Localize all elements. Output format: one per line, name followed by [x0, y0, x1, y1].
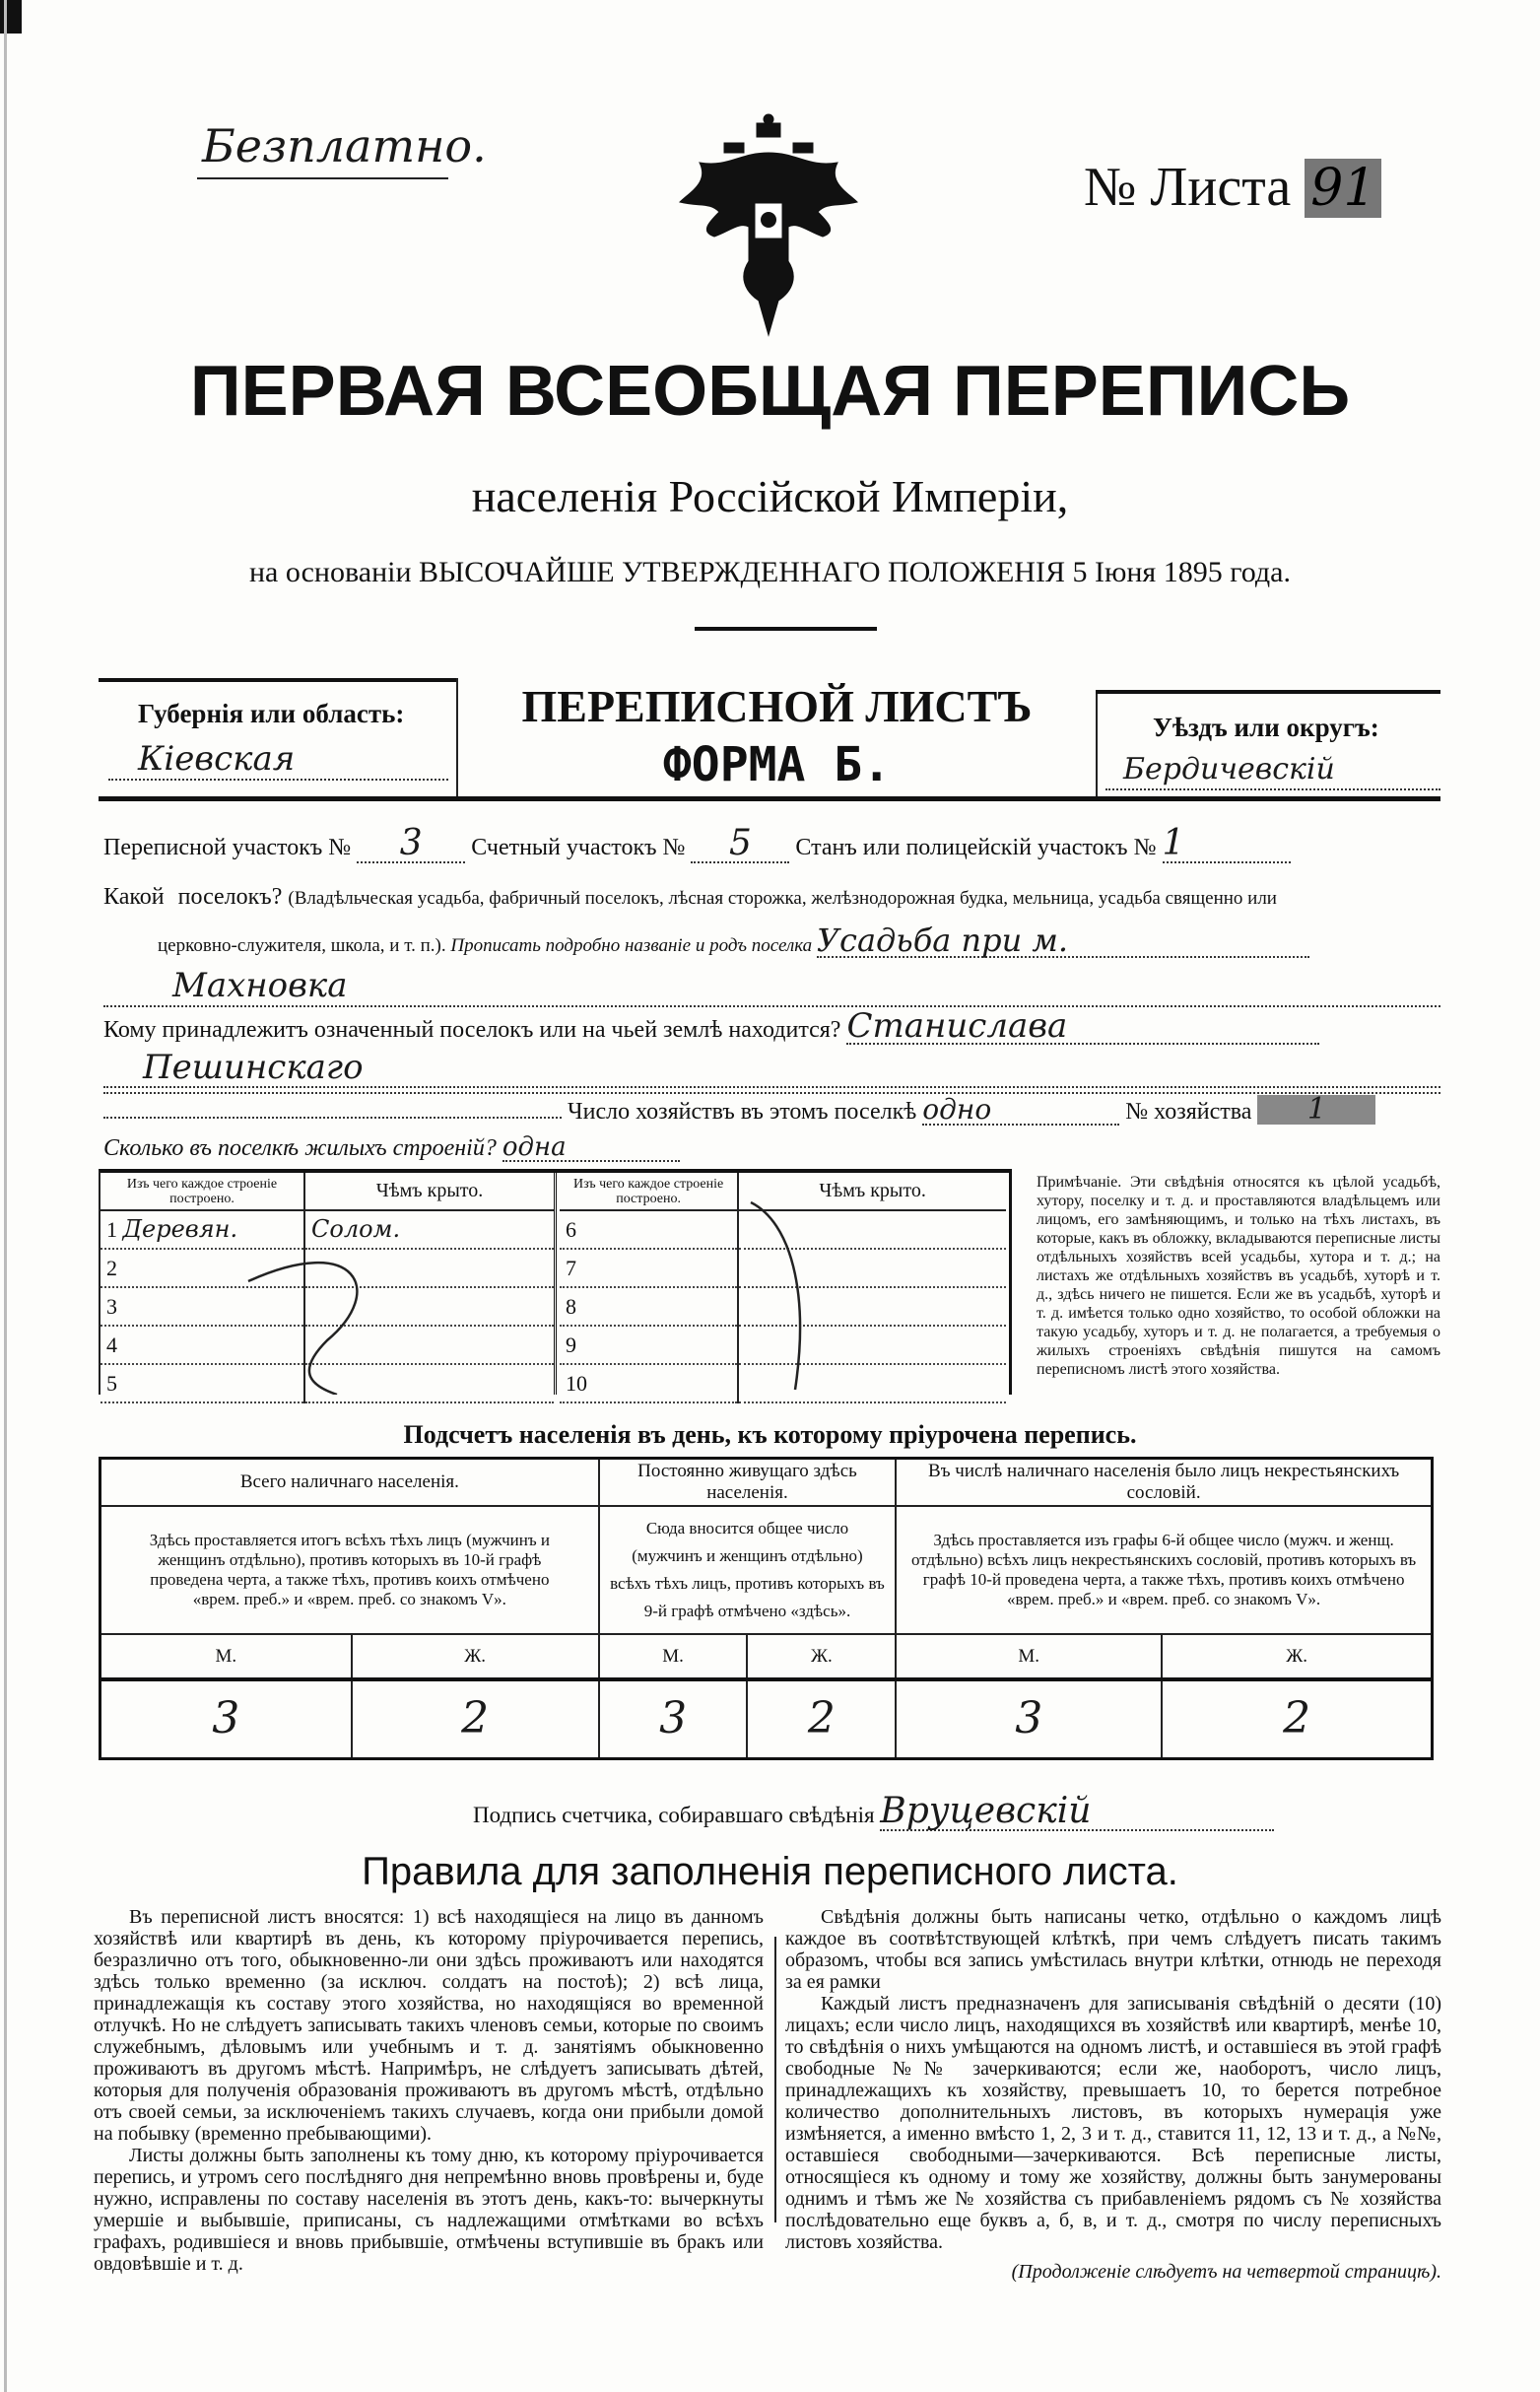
population-title: Подсчетъ населенія въ день, къ которому пріурочена перепись.: [403, 1420, 1137, 1449]
dwellings-row: [103, 1131, 680, 1165]
settlement-row: [103, 879, 1441, 917]
police-section-label: Станъ или полицейскій участокъ №: [795, 835, 1157, 860]
households-leader: [103, 1117, 562, 1119]
building-roof[interactable]: Солом.: [311, 1214, 401, 1243]
district-field[interactable]: [1105, 751, 1440, 790]
census-section-label: Переписной участокъ №: [103, 835, 352, 860]
sheet-title: ПЕРЕПИСНОЙ ЛИСТЪ: [521, 681, 1033, 731]
count-section-value[interactable]: 5: [691, 826, 789, 863]
permanent-female[interactable]: 2: [747, 1679, 896, 1758]
row-number: 5: [106, 1370, 117, 1396]
divider: [695, 627, 877, 631]
owner-row: [103, 1006, 1319, 1049]
population-col-desc: Здѣсь проставляется изъ графы 6-й общее число (мужч. и женщ. отдѣльно) всѣхъ лицъ некрестьянскихъ сословій, противъ которыхъ въ графѣ 10-й проведена черта, а также тѣхъ, противъ коихъ отмѣчено «врем. преб.» и «врем. преб. со знакомъ V».: [896, 1506, 1432, 1634]
owner-label: Кому принадлежитъ означенный поселокъ или на чьей землѣ находится?: [103, 1017, 841, 1043]
owner-value-2: Пешинскаго: [143, 1048, 364, 1087]
count-section-label: Счетный участокъ №: [471, 835, 686, 860]
col-material-header: Изъ чего каждое строеніе построено.: [100, 1173, 304, 1210]
rules-paragraph: Свѣдѣнія должны быть написаны четко, отдѣльно о каждомъ лицѣ каждое въ соотвѣтствующей клѣткѣ, при чемъ слѣдуетъ писать такимъ образомъ, чтобы вся запись умѣстилась внутри клѣтки, отнюдь не переходя за ея рамки: [785, 1906, 1441, 1993]
buildings-table: [99, 1169, 1012, 1395]
population-col-head: Всего наличнаго населенія.: [100, 1459, 599, 1507]
row-number: 4: [106, 1332, 117, 1357]
settlement-label: Какой поселокъ?: [103, 884, 283, 910]
page-left-edge: [4, 0, 7, 2392]
sheet-number: [1084, 156, 1381, 219]
district-label: Уѣздъ или округъ:: [1153, 713, 1379, 742]
col-roof-header: Чѣмъ крыто.: [304, 1173, 554, 1210]
head-bottom-rule: [99, 796, 1440, 801]
rules-left-column: [94, 1906, 764, 2275]
rules-paragraph: Въ переписной листъ вносятся: 1) всѣ находящіеся на лицо въ данномъ хозяйствѣ или квартирѣ въ день, къ которому пріурочивается перепись, безразлично отъ того, обыкновенно-ли они здѣсь проживаютъ или находятся здѣсь только временно (за исключ. солдатъ на постоѣ); 2) всѣ лица, принадлежащія къ составу этого хозяйства, но находящіяся во временной отлучкѣ. Но не слѣдуетъ записывать такихъ членовъ семьи, которые по своимъ служебнымъ, дѣловымъ или учебнымъ и т. д. занятіямъ обыкновенно проживаютъ въ другомъ мѣстѣ. Напримѣръ, не слѣдуетъ записывать дѣтей, которыя для полученія образованія проживаютъ въ другомъ мѣстѣ, отдѣльно отъ своей семьи, за исключеніемъ такихъ случаевъ, когда они прибыли домой на побывку (временно пребывающими).: [94, 1906, 764, 2145]
row-number: 6: [560, 1210, 738, 1249]
household-no-value[interactable]: 1: [1257, 1095, 1375, 1125]
police-section-value[interactable]: 1: [1163, 826, 1291, 863]
female-header: Ж.: [352, 1634, 599, 1679]
census-section-row: [103, 823, 1291, 868]
signature-row: [473, 1791, 1274, 1837]
total-present-male[interactable]: 3: [100, 1679, 352, 1758]
population-col-desc: Сюда вносится общее число (мужчинъ и женщинъ отдѣльно) всѣхъ тѣхъ лицъ, противъ которыхъ въ 9-й графѣ отмѣчено «здѣсь».: [599, 1506, 896, 1634]
province-value: Кіевская: [138, 739, 296, 779]
male-header: М.: [599, 1634, 748, 1679]
page-title: ПЕРВАЯ ВСЕОБЩАЯ ПЕРЕПИСЬ: [189, 352, 1351, 431]
female-header: Ж.: [1162, 1634, 1432, 1679]
male-header: М.: [896, 1634, 1162, 1679]
total-present-female[interactable]: 2: [352, 1679, 599, 1758]
settlement-value-2: Махновка: [172, 966, 348, 1005]
building-material[interactable]: Деревян.: [122, 1214, 238, 1243]
row-number: 10: [560, 1364, 738, 1402]
permanent-male[interactable]: 3: [599, 1679, 748, 1758]
settlement-row-2: [158, 924, 1309, 965]
households-row: [103, 1094, 1375, 1129]
rules-column-divider: [774, 1937, 776, 2222]
owner-field-2[interactable]: [103, 1049, 1440, 1088]
province-field[interactable]: [108, 739, 448, 781]
rules-paragraph: Каждый листъ предназначенъ для записыванія свѣдѣній о десяти (10) лицахъ; если число лицъ, находящихся въ хозяйствѣ или квартирѣ, менѣе 10, то свѣдѣнія о нихъ умѣщаются на одномъ листѣ, и оставшіеся въ этой графѣ свободные №№ зачеркиваются; если же, наоборотъ, число лицъ, принадлежащихъ къ хозяйству, превышаетъ 10, то берется потребное количество дополнительныхъ листовъ, въ которыхъ нумерація уже измѣняется, а именно вмѣсто 1, 2, 3 и т. д., ставится 11, 12, 13 и т. д., а №№, оставшіеся свободными—зачеркиваются. Всѣ переписные листы, относящіеся къ одному и тому же хозяйству, должны быть занумерованы однимъ и тѣмъ же № хозяйства съ прибавленіемъ рядомъ съ № хозяйства послѣдовательно еще буквъ а, б, в, и т. д., смотря по числу переписныхъ листовъ хозяйства.: [785, 1993, 1441, 2253]
legal-basis: на основаніи ВЫСОЧАЙШЕ УТВЕРЖДЕННАГО ПОЛОЖЕНІЯ 5 Іюня 1895 года.: [249, 556, 1291, 588]
rules-paragraph: Листы должны быть заполнены къ тому дню, къ которому пріурочивается перепись, и утромъ сего послѣдняго дня непремѣнно вновь провѣрены и, буде нужно, исправлены по составу населенія въ этотъ день, какъ-то: вычеркнуты умершіе и выбывшіе, приписаны, съ надлежащими отмѣтками во всѣхъ графахъ, родившіеся и вновь прибывшіе, отмѣчены вступившіе въ бракъ или овдовѣвшіе и т. д.: [94, 2145, 764, 2275]
non-peasant-female[interactable]: 2: [1162, 1679, 1432, 1758]
household-no-label: № хозяйства: [1125, 1099, 1252, 1125]
sheet-number-value: 91: [1305, 159, 1381, 218]
province-label: Губернія или область:: [138, 699, 405, 728]
page-subtitle: населенія Россійской Имперіи,: [471, 471, 1069, 521]
head-divider-right: [1096, 690, 1098, 796]
district-value: Бердичевскій: [1123, 752, 1335, 786]
settlement-instruction: Прописать подробно названіе и родъ поселка: [450, 935, 813, 956]
dwellings-value[interactable]: одна: [502, 1134, 680, 1162]
row-number: 7: [560, 1249, 738, 1287]
settlement-field-2[interactable]: [103, 966, 1440, 1007]
imperial-eagle-emblem: [670, 113, 867, 340]
row-number: 8: [560, 1287, 738, 1326]
population-col-head: Въ числѣ наличнаго населенія было лицъ некрестьянскихъ сословій.: [896, 1459, 1432, 1507]
col-roof-header: Чѣмъ крыто.: [738, 1173, 1006, 1210]
rules-right-column: [785, 1906, 1441, 2283]
households-value[interactable]: одно: [922, 1096, 1119, 1126]
row-number: 3: [106, 1293, 117, 1319]
owner-value-1[interactable]: Станислава: [846, 1009, 1319, 1045]
head-top-rule-right: [1096, 690, 1440, 694]
note-text: Примѣчаніе. Эти свѣдѣнія относятся къ цѣлой усадьбѣ, хутору, поселку и т. д. и проставляются владѣльцемъ или лицомъ, его замѣняющимъ, и только на тѣхъ листахъ, въ которые, какъ въ обложку, вкладываются переписные листы отдѣльныхъ хозяйствъ всей усадьбы, хутора и т. д.; на листахъ же отдѣльныхъ хозяйствъ въ усадьбѣ, хуторѣ и т. д., здѣсь ничего не пишется. Если же въ усадьбѣ, хуторѣ и т. д. имѣется только одно хозяйство, то особой обложки на такую усадьбу, хуторъ и т. д. не полагается, а требуемыя о жилыхъ строеніяхъ свѣдѣнія пишутся на самомъ переписномъ листѣ этого хозяйства.: [1037, 1174, 1440, 1378]
census-section-value[interactable]: 3: [357, 826, 465, 863]
sheet-number-label: № Листа: [1084, 157, 1292, 218]
male-header: М.: [100, 1634, 352, 1679]
signature-value[interactable]: Вруцевскій: [880, 1794, 1274, 1831]
population-col-head: Постоянно живущаго здѣсь населенія.: [599, 1459, 896, 1507]
non-peasant-male[interactable]: 3: [896, 1679, 1162, 1758]
signature-label: Подпись счетчика, собиравшаго свѣдѣнія: [473, 1803, 875, 1827]
rules-title: Правила для заполненія переписного листа.: [362, 1850, 1178, 1893]
form-name: ФОРМА Б.: [662, 737, 892, 792]
settlement-value-1[interactable]: Усадьба при м.: [817, 924, 1309, 958]
free-underline: [197, 177, 448, 179]
settlement-hint-2: церковно-служителя, школа, и т. п.).: [158, 935, 446, 956]
row-number: 1: [106, 1216, 117, 1242]
free-label: Безплатно.: [202, 119, 487, 172]
pen-strokes: [100, 1173, 1009, 1395]
col-material-header: Изъ чего каждое строеніе построено.: [560, 1173, 738, 1210]
female-header: Ж.: [747, 1634, 896, 1679]
dwellings-label: Сколько въ поселкѣ жилыхъ строеній?: [103, 1135, 497, 1161]
population-col-desc: Здѣсь проставляется итогъ всѣхъ тѣхъ лицъ (мужчинъ и женщинъ отдѣльно), противъ которыхъ въ 10-й графѣ проведена черта, а также тѣхъ, противъ коихъ отмѣчено «врем. преб.» и «врем. преб. со знакомъ V».: [100, 1506, 599, 1634]
settlement-hint: (Владѣльческая усадьба, фабричный поселокъ, лѣсная сторожка, желѣзнодорожная будка, мельница, усадьба священно или: [288, 888, 1277, 909]
households-label: Число хозяйствъ въ этомъ поселкѣ: [568, 1099, 917, 1125]
head-top-rule-left: [99, 678, 458, 682]
rules-continued: (Продолженіе слѣдуетъ на четвертой страницѣ).: [1011, 2261, 1441, 2283]
row-number: 2: [106, 1255, 117, 1280]
row-number: 9: [560, 1326, 738, 1364]
population-table: [99, 1457, 1434, 1760]
